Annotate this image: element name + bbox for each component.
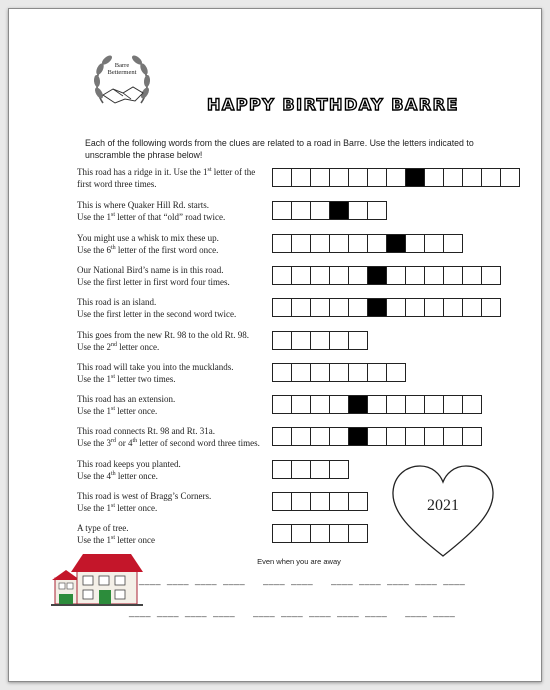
letter-box[interactable] [443,234,463,253]
letter-box[interactable] [348,298,368,317]
answer-boxes [273,266,501,285]
letter-box[interactable] [272,492,292,511]
page-title: HAPPY BIRTHDAY BARRE [207,95,459,114]
letter-box[interactable] [291,298,311,317]
letter-box[interactable] [348,168,368,187]
clue-text [77,265,230,288]
letter-box[interactable] [462,266,482,285]
letter-box[interactable] [386,395,406,414]
clue-line1: This is where Quaker Hill Rd. starts. [77,200,209,210]
letter-box[interactable] [272,201,292,220]
letter-box[interactable] [386,168,406,187]
letter-box[interactable] [424,298,444,317]
key-letter-box[interactable] [405,168,425,187]
letter-box[interactable] [443,298,463,317]
answer-boxes [273,363,406,382]
letter-box[interactable] [272,363,292,382]
letter-box[interactable] [310,168,330,187]
letter-box[interactable] [329,298,349,317]
clue-line2: Use the 1st letter two times. [77,373,176,384]
letter-box[interactable] [272,234,292,253]
letter-box[interactable] [367,201,387,220]
clue-line1: This road connects Rt. 98 and Rt. 31a. [77,426,215,436]
key-letter-box[interactable] [386,234,406,253]
letter-box[interactable] [386,427,406,446]
letter-box[interactable] [348,363,368,382]
letter-box[interactable] [310,524,330,543]
answer-boxes [273,395,482,414]
letter-box[interactable] [310,234,330,253]
clue-line2: Use the first letter in first word four times. [77,276,230,287]
letter-box[interactable] [348,266,368,285]
letter-box[interactable] [481,266,501,285]
clue-line2: Use the 1st letter once. [77,405,158,416]
letter-box[interactable] [310,331,330,350]
clue-text [77,459,181,482]
answer-boxes [273,460,349,479]
letter-box[interactable] [481,298,501,317]
answer-boxes [273,168,520,187]
letter-box[interactable] [310,201,330,220]
letter-box[interactable] [424,266,444,285]
clue-line1: This road will take you into the mucklands. [77,362,234,372]
clue-text [77,200,225,223]
puzzle-page [8,8,542,682]
key-letter-box[interactable] [367,298,387,317]
heart-year: 2021 [427,497,459,514]
answer-boxes [273,492,368,511]
letter-box[interactable] [291,363,311,382]
letter-box[interactable] [443,168,463,187]
clue-text [77,426,260,449]
letter-box[interactable] [272,427,292,446]
clue-line1: This road is an island. [77,297,157,307]
key-letter-box[interactable] [329,201,349,220]
clue-line2: Use the 1st letter once [77,534,155,545]
letter-box[interactable] [405,298,425,317]
letter-box[interactable] [348,201,368,220]
answer-blanks-row2: ____ ____ ____ ____ ____ ____ ____ ____ ____ ____ ____ [129,607,456,617]
letter-box[interactable] [272,168,292,187]
phrase-subtitle: Even when you are away [257,557,341,566]
letter-box[interactable] [310,363,330,382]
letter-box[interactable] [310,492,330,511]
letter-box[interactable] [443,395,463,414]
letter-box[interactable] [329,234,349,253]
letter-box[interactable] [272,524,292,543]
letter-box[interactable] [386,266,406,285]
clue-text [77,491,211,514]
letter-box[interactable] [405,266,425,285]
letter-box[interactable] [443,266,463,285]
letter-box[interactable] [272,460,292,479]
clue-line1: This road keeps you planted. [77,459,181,469]
letter-box[interactable] [291,427,311,446]
letter-box[interactable] [367,168,387,187]
letter-box[interactable] [405,234,425,253]
answer-boxes [273,331,368,350]
logo-line1: Barre [114,62,130,69]
letter-box[interactable] [310,395,330,414]
letter-box[interactable] [462,427,482,446]
letter-box[interactable] [462,298,482,317]
clue-line2: Use the 1st letter once. [77,502,158,513]
clue-text [77,523,155,546]
letter-box[interactable] [367,363,387,382]
clue-line2: Use the 1st letter of that “old” road twice. [77,211,226,222]
clue-text [77,233,219,256]
letter-box[interactable] [291,524,311,543]
letter-box[interactable] [291,234,311,253]
letter-box[interactable] [329,331,349,350]
letter-box[interactable] [329,427,349,446]
letter-box[interactable] [291,168,311,187]
clue-line1: This goes from the new Rt. 98 to the old Rt. 98. [77,330,249,340]
letter-box[interactable] [291,331,311,350]
clue-line2: first word three times. [77,178,157,189]
clue-line2: Use the 6th letter of the first word once. [77,244,219,255]
letter-box[interactable] [405,427,425,446]
letter-box[interactable] [462,395,482,414]
letter-box[interactable] [329,395,349,414]
letter-box[interactable] [424,168,444,187]
letter-box[interactable] [481,168,501,187]
instructions: Each of the following words from the clues are related to a road in Barre. Use the letters indicated to unscramble the phrase below! [85,138,474,160]
letter-box[interactable] [291,201,311,220]
answer-boxes [273,298,501,317]
letter-box[interactable] [329,492,349,511]
letter-box[interactable] [367,234,387,253]
letter-box[interactable] [348,524,368,543]
answer-boxes [273,524,368,543]
answer-boxes [273,427,482,446]
clue-text [77,167,255,190]
clue-line1: A type of tree. [77,523,129,533]
answer-boxes [273,201,387,220]
letter-box[interactable] [310,266,330,285]
clue-line2: Use the 2nd letter once. [77,341,160,352]
clue-line1: This road is west of Bragg’s Corners. [77,491,212,501]
clue-line1: This road has an extension. [77,394,176,404]
house-icon [51,550,143,606]
letter-box[interactable] [272,266,292,285]
letter-box[interactable] [310,460,330,479]
letter-box[interactable] [291,460,311,479]
letter-box[interactable] [329,266,349,285]
letter-box[interactable] [329,524,349,543]
letter-box[interactable] [462,168,482,187]
letter-box[interactable] [500,168,520,187]
letter-box[interactable] [367,395,387,414]
letter-box[interactable] [348,331,368,350]
letter-box[interactable] [348,492,368,511]
letter-box[interactable] [272,395,292,414]
letter-box[interactable] [405,395,425,414]
letter-box[interactable] [329,168,349,187]
key-letter-box[interactable] [348,427,368,446]
logo-line2: Betterment [107,69,137,76]
letter-box[interactable] [272,331,292,350]
clue-text [77,297,236,320]
answer-boxes [273,234,463,253]
answer-blanks-row1: ____ ____ ____ ____ ____ ____ ____ ____ ____ ____ ____ [139,575,466,585]
key-letter-box[interactable] [348,395,368,414]
key-letter-box[interactable] [367,266,387,285]
letter-box[interactable] [272,298,292,317]
barre-betterment-logo [89,49,155,113]
clue-text [77,362,233,385]
letter-box[interactable] [310,298,330,317]
clue-line1: You might use a whisk to mix these up. [77,233,219,243]
letter-box[interactable] [348,234,368,253]
letter-box[interactable] [367,427,387,446]
clue-text [77,394,175,417]
clue-line1: Our National Bird’s name is in this road. [77,265,224,275]
letter-box[interactable] [329,363,349,382]
clue-text [77,330,249,353]
letter-box[interactable] [310,427,330,446]
clue-line1: This road has a ridge in it. Use the 1st letter of the [77,167,256,177]
letter-box[interactable] [386,363,406,382]
clue-line2: Use the 4th letter once. [77,470,158,481]
letter-box[interactable] [329,460,349,479]
letter-box[interactable] [424,395,444,414]
letter-box[interactable] [443,427,463,446]
letter-box[interactable] [291,266,311,285]
letter-box[interactable] [386,298,406,317]
letter-box[interactable] [424,234,444,253]
letter-box[interactable] [291,492,311,511]
clue-line2: Use the 3rd or 4th letter of second word three times. [77,437,260,448]
letter-box[interactable] [291,395,311,414]
clue-line2: Use the first letter in the second word twice. [77,308,237,319]
letter-box[interactable] [424,427,444,446]
